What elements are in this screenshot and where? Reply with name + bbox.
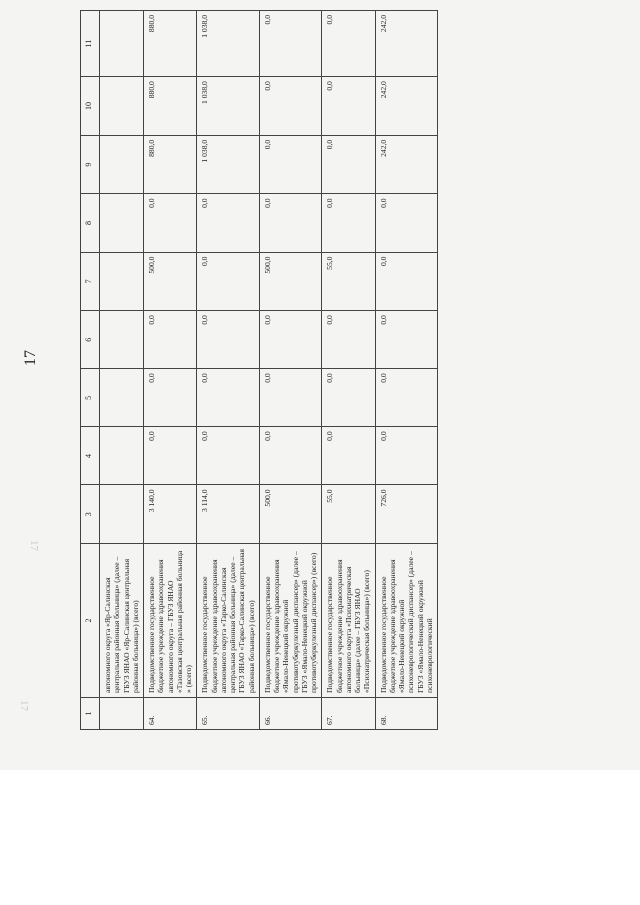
cell-value: [100, 252, 144, 311]
cell-value: 55,0: [322, 252, 375, 311]
cell-value: 0,0: [322, 11, 375, 77]
table-row: [322, 11, 375, 730]
cell-value: 0,0: [259, 311, 322, 369]
cell-value: 726,0: [375, 485, 438, 544]
cell-value: [100, 427, 144, 485]
cell-value: 3 140,0: [144, 485, 197, 544]
cell-value: [100, 311, 144, 369]
row-number: 66.: [259, 697, 322, 729]
cell-value: 0,0: [144, 369, 197, 427]
cell-value: 242,0: [375, 77, 438, 136]
cell-value: 0,0: [322, 194, 375, 252]
cell-value: 0,0: [197, 252, 260, 311]
column-header: 2: [81, 544, 100, 698]
cell-value: 0,0: [322, 369, 375, 427]
column-header: 10: [81, 77, 100, 136]
column-header: 6: [81, 311, 100, 369]
table-row: [100, 11, 144, 730]
cell-value: 0,0: [259, 194, 322, 252]
cell-value: 0,0: [322, 427, 375, 485]
cell-value: 1 038,0: [197, 11, 260, 77]
cell-value: 0,0: [197, 427, 260, 485]
cell-value: [100, 135, 144, 194]
cell-value: 0,0: [259, 11, 322, 77]
cell-value: 0,0: [197, 311, 260, 369]
cell-value: 1 038,0: [197, 135, 260, 194]
cell-value: 0,0: [259, 135, 322, 194]
cell-value: 0,0: [144, 427, 197, 485]
cell-value: 0,0: [322, 77, 375, 136]
column-header: 11: [81, 11, 100, 77]
cell-value: 0,0: [197, 194, 260, 252]
institution-name: автономного округа «Яр-Салинская центральная районная больница» (далее – ГБУЗ ЯНАО «Яр-Салинская центральная районная больница») (всего): [100, 544, 144, 698]
institution-name: Подведомственное государственное бюджетное учреждение здравоохранения «Ямало-Ненецкий окружной противотуберкулезный диспансер» (далее – ГБУЗ «Ямало-Ненецкий окружной противотуберкулезный диспансер») (всего): [259, 544, 322, 698]
column-header: 7: [81, 252, 100, 311]
cell-value: 880,0: [144, 135, 197, 194]
cell-value: 55,0: [322, 485, 375, 544]
cell-value: 0,0: [259, 427, 322, 485]
cell-value: 3 114,0: [197, 485, 260, 544]
row-number: 64.: [144, 697, 197, 729]
cell-value: 0,0: [144, 194, 197, 252]
cell-value: 500,0: [144, 252, 197, 311]
faint-page-mark: 17: [18, 700, 30, 711]
row-number: 65.: [197, 697, 260, 729]
column-header: 5: [81, 369, 100, 427]
column-header: 8: [81, 194, 100, 252]
column-header: 3: [81, 485, 100, 544]
institution-name: Подведомственное государственное бюджетное учреждение здравоохранения «Ямало-Ненецкий окружной психоневрологический диспансер» (далее – ГБУЗ «Ямало-Ненецкий окружной психоневрологический: [375, 544, 438, 698]
cell-value: 880,0: [144, 77, 197, 136]
column-header: 1: [81, 697, 100, 729]
cell-value: 0,0: [322, 311, 375, 369]
cell-value: 242,0: [375, 135, 438, 194]
row-number: [100, 697, 144, 729]
row-number: 67.: [322, 697, 375, 729]
table-row: [197, 11, 260, 730]
cell-value: [100, 77, 144, 136]
cell-value: 0,0: [144, 311, 197, 369]
institution-name: Подведомственное государственное бюджетное учреждение здравоохранения автономного округа «Тарко-Салинская центральная районная больница» (далее – ГБУЗ ЯНАО «Тарко-Салинская центральная районная больница») (всего): [197, 544, 260, 698]
cell-value: 0,0: [375, 311, 438, 369]
cell-value: 0,0: [375, 252, 438, 311]
table-row: [259, 11, 322, 730]
cell-value: 0,0: [259, 369, 322, 427]
cell-value: 500,0: [259, 485, 322, 544]
cell-value: [100, 194, 144, 252]
cell-value: 1 038,0: [197, 77, 260, 136]
row-number: 68.: [375, 697, 438, 729]
cell-value: [100, 369, 144, 427]
column-header: 9: [81, 135, 100, 194]
faint-page-mark: 17: [28, 540, 40, 551]
budget-table: [80, 10, 438, 730]
column-header: 4: [81, 427, 100, 485]
cell-value: [100, 485, 144, 544]
cell-value: 0,0: [322, 135, 375, 194]
table-row: [144, 11, 197, 730]
cell-value: 500,0: [259, 252, 322, 311]
institution-name: Подведомственное государственное бюджетное учреждение здравоохранения автономного округа – ГБУЗ ЯНАО «Тазовская центральная районная больница » (всего): [144, 544, 197, 698]
cell-value: [100, 11, 144, 77]
cell-value: 0,0: [375, 427, 438, 485]
cell-value: 880,0: [144, 11, 197, 77]
cell-value: 242,0: [375, 11, 438, 77]
cell-value: 0,0: [259, 77, 322, 136]
cell-value: 0,0: [375, 194, 438, 252]
table-row: [375, 11, 438, 730]
page-number: 17: [22, 350, 39, 366]
cell-value: 0,0: [197, 369, 260, 427]
institution-name: Подведомственное государственное бюджетное учреждение здравоохранения автономного округа «Психиатрическая больница» (далее – ГБУЗ ЯНАО «Психиатрическая больница») (всего): [322, 544, 375, 698]
cell-value: 0,0: [375, 369, 438, 427]
table-header-row: [81, 11, 100, 730]
